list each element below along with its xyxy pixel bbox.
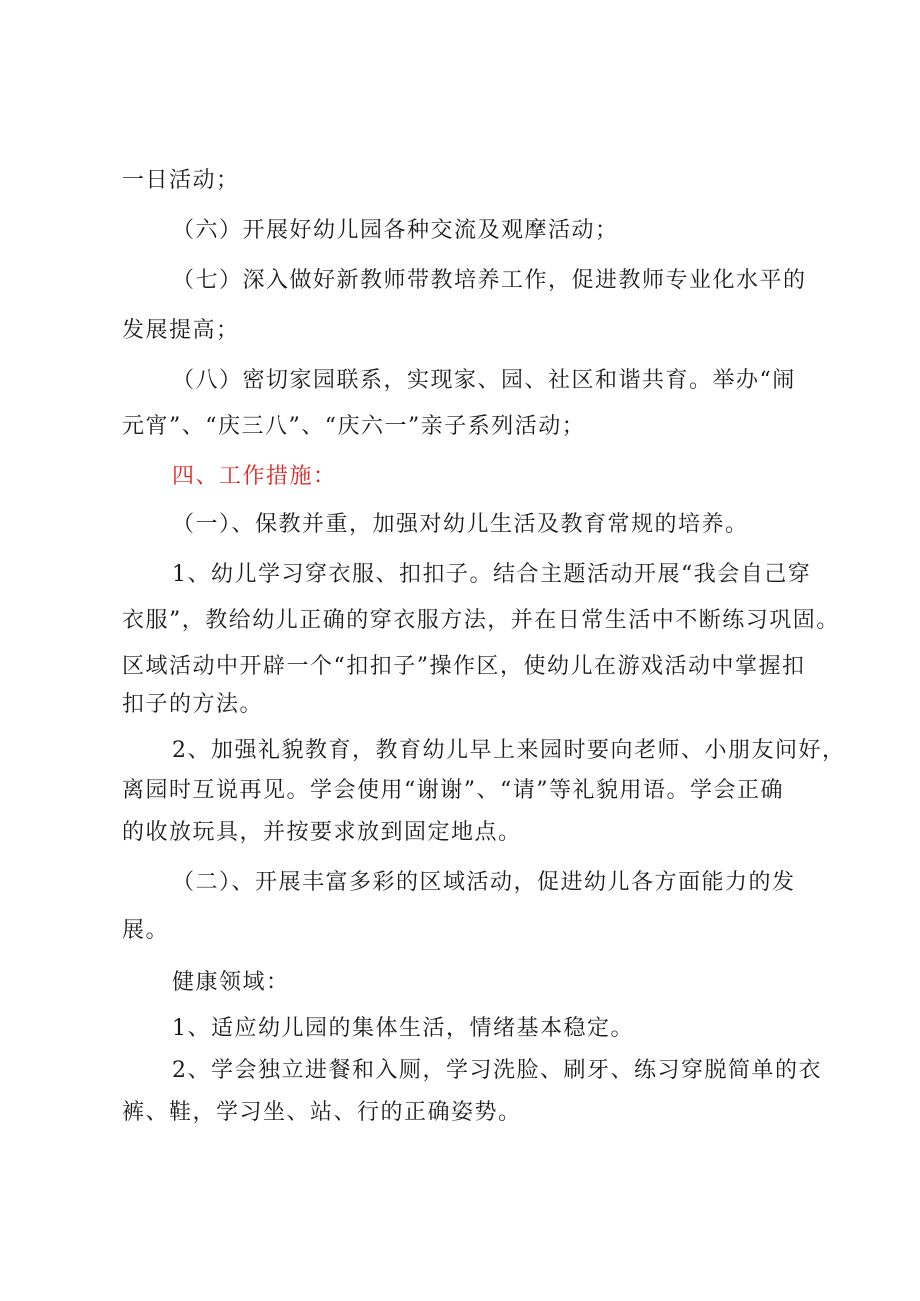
text-line: （六）开展好幼儿园各种交流及观摩活动； bbox=[172, 218, 619, 243]
text-line: 2、加强礼貌教育，教育幼儿早上来园时要向老师、小朋友问好， bbox=[172, 738, 846, 763]
text-line: （二）、开展丰富多彩的区域活动，促进幼儿各方面能力的发 bbox=[172, 870, 796, 895]
text-line: 扣子的方法。 bbox=[122, 692, 264, 717]
section-subheading: 健康领域： bbox=[172, 970, 290, 995]
text-line: 2、学会独立进餐和入厕，学习洗脸、刷牙、练习穿脱简单的衣 bbox=[172, 1058, 822, 1083]
text-line: 一日活动； bbox=[122, 168, 240, 193]
text-line: 区域活动中开辟一个“扣扣子”操作区，使幼儿在游戏活动中掌握扣 bbox=[122, 654, 806, 679]
text-line: （八）密切家园联系，实现家、园、社区和谐共育。举办“闹 bbox=[172, 368, 796, 393]
text-line: （七）深入做好新教师带教培养工作，促进教师专业化水平的 bbox=[172, 268, 807, 293]
text-line: 发展提高； bbox=[122, 318, 240, 343]
text-line: （一）、保教并重，加强对幼儿生活及教育常规的培养。 bbox=[172, 512, 749, 537]
text-line: 1、适应幼儿园的集体生活，情绪基本稳定。 bbox=[172, 1016, 634, 1041]
text-line: 衣服”，教给幼儿正确的穿衣服方法，并在日常生活中不断练习巩固。 bbox=[122, 608, 840, 633]
text-line: 离园时互说再见。学会使用“谢谢”、“请”等礼貌用语。学会正确 bbox=[122, 778, 784, 803]
text-line: 元宵”、“庆三八”、“庆六一”亲子系列活动； bbox=[122, 414, 586, 439]
text-line: 展。 bbox=[122, 918, 170, 943]
section-heading: 四、工作措施： bbox=[172, 464, 337, 489]
text-line: 1、幼儿学习穿衣服、扣扣子。结合主题活动开展“我会自己穿 bbox=[172, 562, 812, 587]
text-line: 的收放玩具，并按要求放到固定地点。 bbox=[122, 820, 522, 845]
text-line: 裤、鞋，学习坐、站、行的正确姿势。 bbox=[122, 1100, 522, 1125]
